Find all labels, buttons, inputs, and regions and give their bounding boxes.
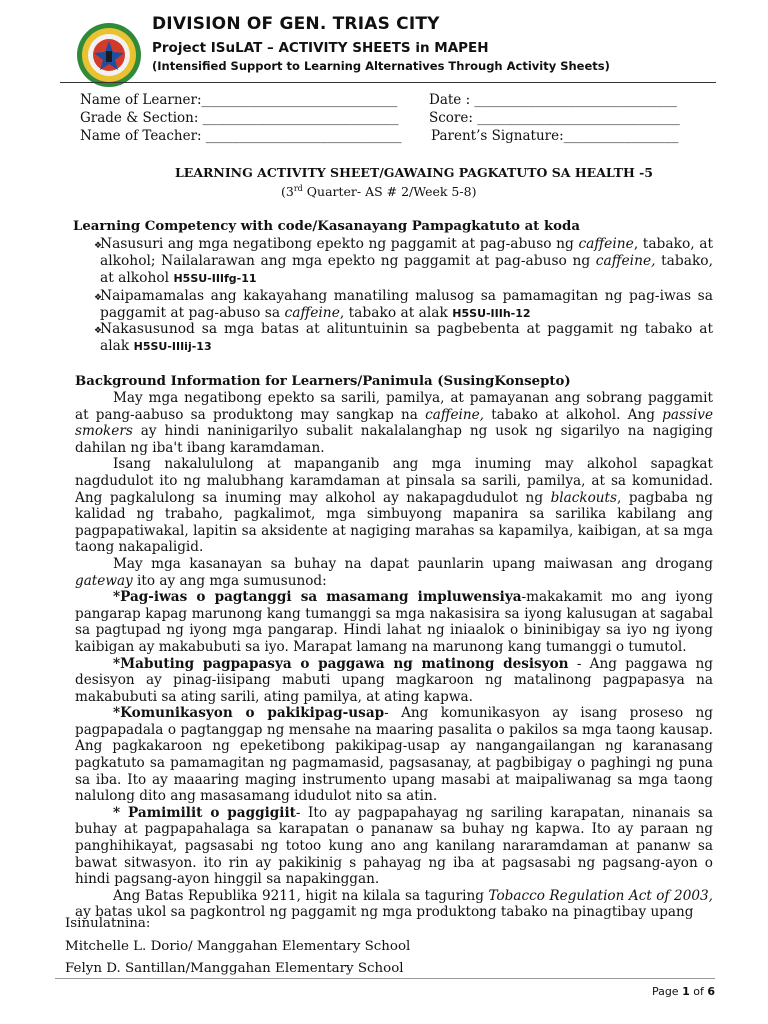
quarter-info: (3rd Quarter- AS # 2/Week 5-8) [281,184,477,200]
grade-section-field: Grade & Section: _____________________________ [80,110,399,126]
background-body [75,390,713,921]
bullet-icon: ❖ [94,326,103,336]
date-field: Date : ______________________________ [429,92,677,108]
header-divider [60,82,716,83]
background-heading: Background Information for Learners/Panimula (SusingKonsepto) [75,374,571,389]
paragraph-6: *Komunikasyon o pakikipag-usap- Ang komunikasyon ay isang proseso ng pagpapadala o pagtanggap ng mensahe na maaring pasalita o pakilos sa mga taong kausap. Ang pagkakaroon ng epeketibong pakikipag-usap ay nangangailangan ng karanasang pagkatuto sa pamamagitan ng pagmamasid, pagsasanay, at pagbibigay o paghingi ng puna sa iba. Ito ay maaaring maging instrumento upang masabi at maipaliwanag sa mga taong nalulong dito ang masasamang idudulot nito sa atin. [75,705,714,805]
paragraph-7: * Pamimilit o paggigiit- Ito ay pagpapahayag ng sariling karapatan, ninanais sa buhay at pagpapahalaga sa karapatan o pananaw sa buhay ng kapwa. Ito ay paraan ng panghihikayat, pagsasabi ng totoo kung ano ang kanilang nararamdaman at pananw sa bawat sitwasyon. ito rin ay pakikinig s pahayag ng iba at pagsasabi ng pagsang-ayon o hindi pagsang-ayon hinggil sa napakinggan. [75,804,713,888]
page-number: Page 1 of 6 [651,985,715,998]
competency-item-1: Nasusuri ang mga negatibong epekto ng paggamit at pag-abuso ng caffeine, tabako, at alkohol; Nailalarawan ang mga epekto ng paggamit at pag-abuso ng caffeine, tabako, at alkohol H5SU-IIIfg-11 [100,236,713,286]
paragraph-3: May mga kasanayan sa buhay na dapat paunlarin upang maiwasan ang drogang gateway ito ay ang mga sumusunod: [75,555,713,589]
project-subtitle: (Intensified Support to Learning Alternatives Through Activity Sheets) [152,59,610,73]
learner-name-field: Name of Learner:_____________________________ [80,92,398,108]
paragraph-8: Ang Batas Republika 9211, higit na kilala sa taguring Tobacco Regulation Act of 2003, ay batas ukol sa pagkontrol ng paggamit ng mga produktong tabako na pinagtibay upang [75,887,713,921]
activity-sheet-title: LEARNING ACTIVITY SHEET/GAWAING PAGKATUTO SA HEALTH -5 [175,165,654,180]
footer-divider [55,978,715,979]
paragraph-2: Isang nakalululong at mapanganib ang mga inuming may alkohol sapagkat nagdudulot ito ng malubhang karamdaman at pinsala sa sarili, pamilya, at sa komunidad. Ang pagkalulong sa inuming may alkohol ay nakapagdudulot ng blackouts, pagbaba ng kalidad ng trabaho, pagkalimot, mga simbuyong mapanira sa sarilika kabilang ang pagpapatiwakal, lapitin sa aksidente at nagiging marahas sa kapamilya, kaibigan, at sa mga taong nakapaligid. [75,456,713,556]
author-label: Isinulatnina: [65,916,151,931]
paragraph-5: *Mabuting pagpapasya o paggawa ng matinong desisyon - Ang paggawa ng desisyon ay pinag-iisipang mabuti upang magkaroon ng matalinong pagpapasya na makabubuti sa ating sarili, ating pamilya, at ating kapwa. [75,655,713,705]
author-2: Felyn D. Santillan/Manggahan Elementary School [65,961,404,976]
bullet-icon: ❖ [94,241,103,251]
author-1: Mitchelle L. Dorio/ Manggahan Elementary School [65,939,411,954]
competency-item-2: Naipamamalas ang kakayahang manatiling malusog sa pamamagitan ng pag-iwas sa paggamit at pag-abuso sa caffeine, tabako at alak H5SU-IIIh-12 [100,288,713,321]
competency-item-3: Nakasusunod sa mga batas at alituntuinin sa pagbebenta at paggamit ng tabako at alak H5SU-IIIij-13 [100,321,713,354]
bullet-icon: ❖ [94,293,103,303]
paragraph-4: *Pag-iwas o pagtanggi sa masamang impluwensiya-makakamit mo ang iyong pangarap kapag marunong kang tumanggi sa mga nakasisira sa iyong kalusugan at sagabal sa pagtupad ng iyong mga pangarap. Hindi lahat ng iniaalok o bininibigay sa iyo ng iyong kaibigan ay makabubuti sa iyo. Marapat lamang na marunong kang tumanggi o tumutol. [75,589,713,655]
parent-signature-field: Parent’s Signature:_________________ [431,128,679,144]
project-title: Project ISuLAT – ACTIVITY SHEETS in MAPEH [152,40,489,56]
score-field: Score: ______________________________ [429,110,680,126]
teacher-name-field: Name of Teacher: _____________________________ [80,128,402,144]
paragraph-1: May mga negatibong epekto sa sarili, pamilya, at pamayanan ang sobrang paggamit at pang-aabuso sa produktong may sangkap na caffeine, tabako at alkohol. Ang passive smokers ay hindi naninigarilyo subalit nakalalanghap ng usok ng sigarilyo na nagiging dahilan ng iba't ibang karamdaman. [75,390,713,456]
division-name: DIVISION OF GEN. TRIAS CITY [152,14,440,34]
division-seal-logo [76,22,142,88]
competency-heading: Learning Competency with code/Kasanayang Pampagkatuto at koda [73,219,580,234]
